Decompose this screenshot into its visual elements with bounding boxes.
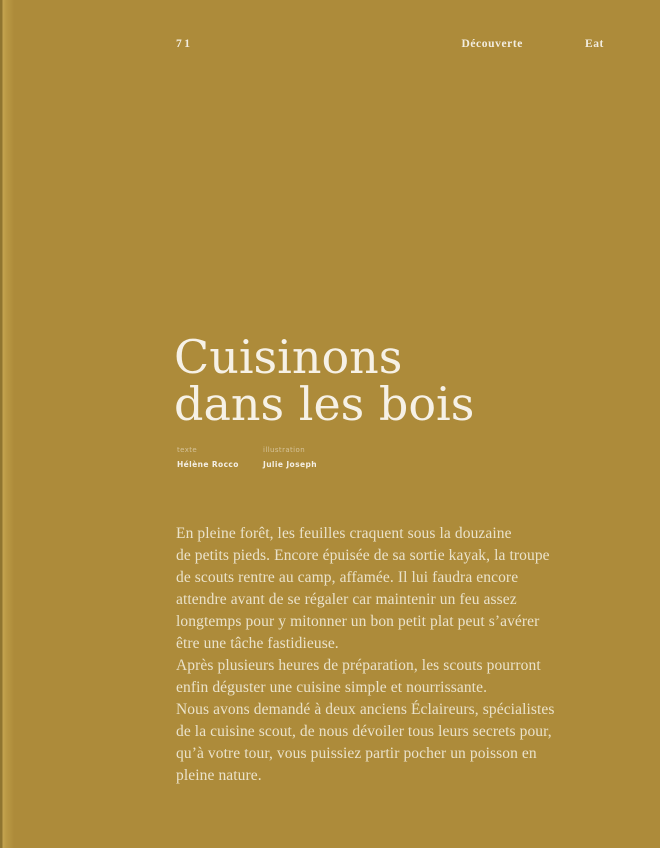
body-line: longtemps pour y mitonner un bon petit plat peut s’avérer [176, 613, 540, 630]
article-title-line2: dans les bois [174, 377, 475, 431]
page-number: 71 [176, 38, 193, 50]
article-body [176, 523, 586, 787]
body-line: de petits pieds. Encore épuisée de sa sortie kayak, la troupe [176, 547, 550, 564]
article-title [174, 330, 475, 431]
page-spine-shading [0, 0, 14, 848]
header-category-label: Eat [584, 38, 604, 50]
credit-name-author: Hélène Rocco [177, 460, 239, 469]
credit-label-texte: texte [177, 446, 198, 454]
credit-label-illustration: illustration [263, 446, 306, 454]
body-line: de scouts rentre au camp, affamée. Il lui faudra encore [176, 569, 519, 586]
body-line: En pleine forêt, les feuilles craquent sous la douzaine [176, 525, 512, 542]
body-line: attendre avant de se régaler car maintenir un feu assez [176, 591, 517, 608]
body-line: être une tâche fastidieuse. [176, 635, 339, 652]
credit-name-illustrator: Julie Joseph [263, 460, 317, 469]
header-section-label: Découverte [461, 38, 523, 50]
article-title-line1: Cuisinons [174, 330, 403, 384]
credit-text-author [177, 447, 239, 469]
body-line: Nous avons demandé à deux anciens Éclaireurs, spécialistes [176, 701, 555, 718]
body-line: Après plusieurs heures de préparation, les scouts pourront [176, 657, 541, 674]
body-line: de la cuisine scout, de nous dévoiler tous leurs secrets pour, [176, 723, 552, 740]
body-line: pleine nature. [176, 767, 262, 784]
body-line: enfin déguster une cuisine simple et nourrissante. [176, 679, 488, 696]
credit-illustrator [263, 447, 317, 469]
body-line: qu’à votre tour, vous puissiez partir pocher un poisson en [176, 745, 537, 762]
